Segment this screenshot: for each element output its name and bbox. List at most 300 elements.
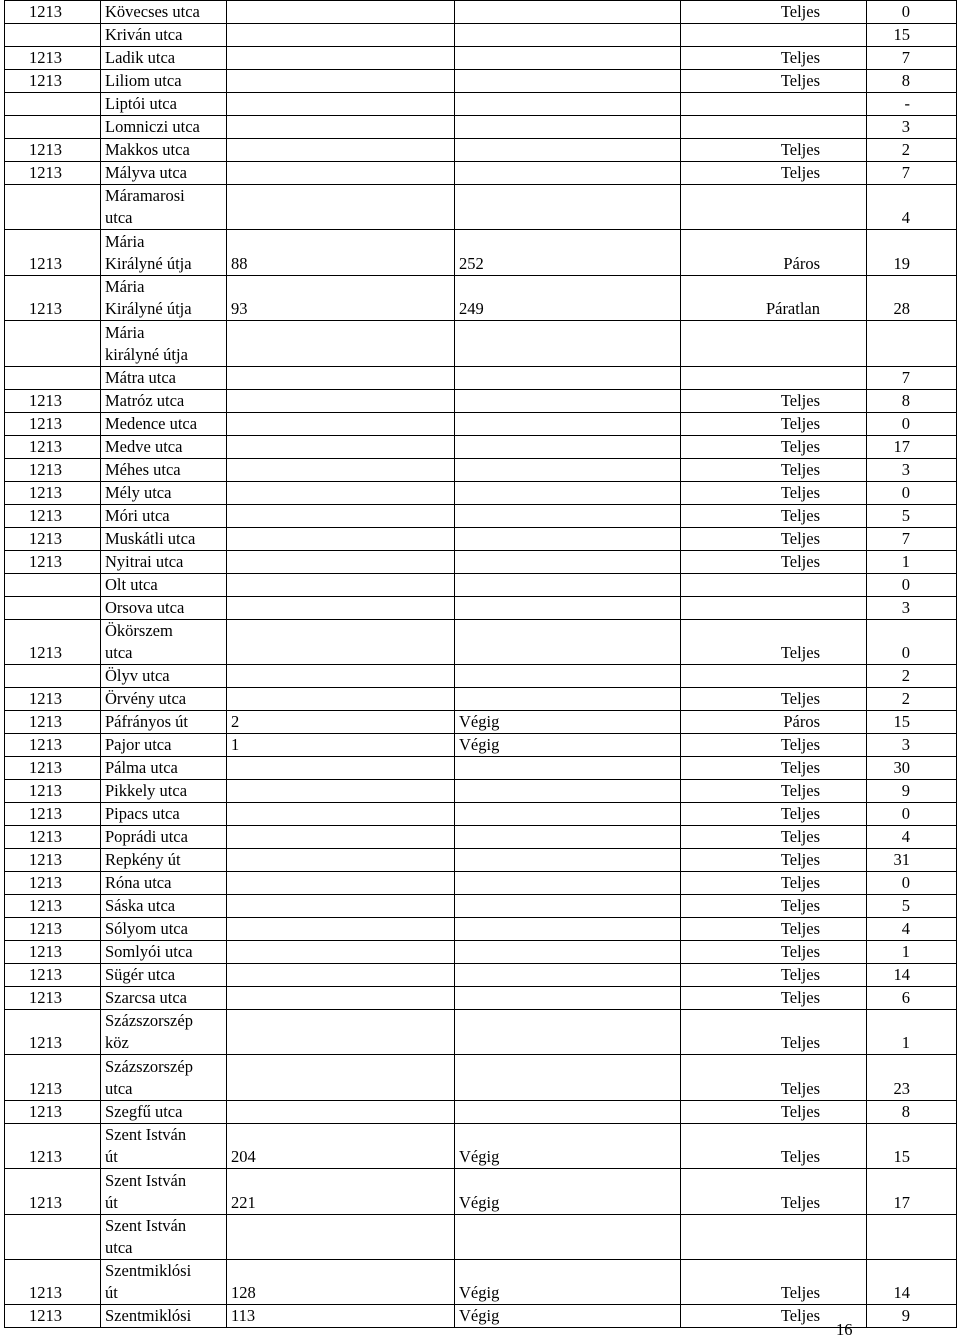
street-name-line: Mária: [105, 277, 145, 297]
to-number-cell: [455, 412, 681, 435]
from-number-cell: 204: [227, 1123, 455, 1168]
zip-cell: [5, 116, 101, 139]
zip-cell: 1213: [5, 458, 101, 481]
from-number-cell: [227, 917, 455, 940]
parity-cell: Teljes: [681, 527, 867, 550]
parity-cell: Teljes: [681, 986, 867, 1009]
street-name-cell: Szentmiklósi: [101, 1305, 227, 1328]
street-name-cell: Medve utca: [101, 435, 227, 458]
parity-cell: Teljes: [681, 894, 867, 917]
table-row: [5, 70, 957, 93]
street-name-cell: Olt utca: [101, 573, 227, 596]
count-cell: 0: [867, 573, 957, 596]
zip-cell: 1213: [5, 47, 101, 70]
table-row: [5, 848, 957, 871]
street-name-line: Királyné útja: [105, 299, 192, 319]
to-number-cell: [455, 779, 681, 802]
table-row: [5, 366, 957, 389]
parity-cell: [681, 664, 867, 687]
table-row: [5, 802, 957, 825]
parity-cell: [681, 93, 867, 116]
street-name-cell: [101, 1259, 227, 1304]
street-name-cell: Makkos utca: [101, 139, 227, 162]
street-name-cell: Kövecses utca: [101, 1, 227, 24]
parity-cell: [681, 185, 867, 230]
zip-cell: [5, 24, 101, 47]
from-number-cell: [227, 687, 455, 710]
zip-cell: 1213: [5, 871, 101, 894]
street-name-cell: Medence utca: [101, 412, 227, 435]
table-row: [5, 573, 957, 596]
street-name-cell: Méhes utca: [101, 458, 227, 481]
table-row: [5, 139, 957, 162]
street-name-line: út: [105, 1147, 118, 1167]
parity-cell: Teljes: [681, 481, 867, 504]
to-number-cell: [455, 24, 681, 47]
street-name-line: Szent István: [105, 1125, 187, 1145]
table-row: [5, 1169, 957, 1214]
street-name-cell: [101, 1169, 227, 1214]
count-cell: 14: [867, 1259, 957, 1304]
to-number-cell: Végig: [455, 1259, 681, 1304]
to-number-cell: [455, 619, 681, 664]
table-row: [5, 963, 957, 986]
street-name-line: királyné útja: [105, 344, 188, 364]
street-name-cell: [101, 185, 227, 230]
parity-cell: Teljes: [681, 756, 867, 779]
from-number-cell: [227, 24, 455, 47]
parity-cell: [681, 573, 867, 596]
table-row: [5, 940, 957, 963]
to-number-cell: [455, 894, 681, 917]
count-cell: 5: [867, 894, 957, 917]
zip-cell: 1213: [5, 940, 101, 963]
to-number-cell: [455, 321, 681, 366]
zip-cell: 1213: [5, 1259, 101, 1304]
count-cell: 6: [867, 986, 957, 1009]
from-number-cell: [227, 412, 455, 435]
count-cell: 17: [867, 1169, 957, 1214]
table-row: [5, 710, 957, 733]
to-number-cell: [455, 596, 681, 619]
table-row: [5, 275, 957, 320]
table-row: [5, 1259, 957, 1304]
zip-cell: [5, 185, 101, 230]
count-cell: 3: [867, 458, 957, 481]
parity-cell: Teljes: [681, 871, 867, 894]
from-number-cell: [227, 573, 455, 596]
table-row: [5, 894, 957, 917]
from-number-cell: 128: [227, 1259, 455, 1304]
to-number-cell: [455, 802, 681, 825]
from-number-cell: [227, 664, 455, 687]
to-number-cell: [455, 1009, 681, 1054]
to-number-cell: [455, 940, 681, 963]
count-cell: 0: [867, 871, 957, 894]
from-number-cell: [227, 527, 455, 550]
from-number-cell: [227, 596, 455, 619]
from-number-cell: [227, 619, 455, 664]
count-cell: 1: [867, 1009, 957, 1054]
from-number-cell: [227, 963, 455, 986]
count-cell: 7: [867, 527, 957, 550]
table-row: [5, 389, 957, 412]
count-cell: 1: [867, 550, 957, 573]
parity-cell: Teljes: [681, 940, 867, 963]
zip-cell: 1213: [5, 825, 101, 848]
to-number-cell: Végig: [455, 710, 681, 733]
zip-cell: 1213: [5, 527, 101, 550]
street-name-cell: Lomniczi utca: [101, 116, 227, 139]
parity-cell: Teljes: [681, 1259, 867, 1304]
zip-cell: 1213: [5, 1, 101, 24]
street-name-line: Mária: [105, 322, 145, 342]
count-cell: 8: [867, 389, 957, 412]
street-name-cell: Sügér utca: [101, 963, 227, 986]
count-cell: 17: [867, 435, 957, 458]
zip-cell: 1213: [5, 1009, 101, 1054]
from-number-cell: 88: [227, 230, 455, 275]
zip-cell: 1213: [5, 1123, 101, 1168]
from-number-cell: [227, 894, 455, 917]
zip-cell: 1213: [5, 710, 101, 733]
from-number-cell: [227, 756, 455, 779]
to-number-cell: [455, 687, 681, 710]
parity-cell: Teljes: [681, 550, 867, 573]
street-name-cell: Szegfű utca: [101, 1100, 227, 1123]
parity-cell: Teljes: [681, 733, 867, 756]
count-cell: 0: [867, 1, 957, 24]
to-number-cell: [455, 917, 681, 940]
from-number-cell: [227, 871, 455, 894]
table-row: [5, 185, 957, 230]
street-name-cell: [101, 321, 227, 366]
to-number-cell: [455, 1, 681, 24]
count-cell: 5: [867, 504, 957, 527]
parity-cell: Teljes: [681, 963, 867, 986]
parity-cell: Teljes: [681, 504, 867, 527]
to-number-cell: [455, 435, 681, 458]
to-number-cell: [455, 527, 681, 550]
to-number-cell: [455, 116, 681, 139]
parity-cell: Teljes: [681, 389, 867, 412]
to-number-cell: Végig: [455, 733, 681, 756]
table-row: [5, 1123, 957, 1168]
table-row: [5, 871, 957, 894]
zip-cell: 1213: [5, 848, 101, 871]
count-cell: 30: [867, 756, 957, 779]
count-cell: 2: [867, 687, 957, 710]
parity-cell: Teljes: [681, 70, 867, 93]
to-number-cell: [455, 366, 681, 389]
from-number-cell: [227, 162, 455, 185]
street-name-cell: Repkény út: [101, 848, 227, 871]
to-number-cell: Végig: [455, 1169, 681, 1214]
table-row: [5, 1214, 957, 1259]
table-row: [5, 321, 957, 366]
count-cell: 0: [867, 481, 957, 504]
count-cell: 7: [867, 162, 957, 185]
from-number-cell: [227, 986, 455, 1009]
table-row: [5, 779, 957, 802]
street-name-line: Szent István: [105, 1170, 187, 1190]
from-number-cell: [227, 779, 455, 802]
table-row: [5, 162, 957, 185]
to-number-cell: [455, 458, 681, 481]
street-name-line: Százszorszép: [105, 1011, 193, 1031]
zip-cell: [5, 321, 101, 366]
zip-cell: 1213: [5, 779, 101, 802]
count-cell: 0: [867, 412, 957, 435]
to-number-cell: [455, 871, 681, 894]
parity-cell: Teljes: [681, 1169, 867, 1214]
table-row: [5, 1305, 957, 1328]
parity-cell: Teljes: [681, 1055, 867, 1100]
table-row: [5, 504, 957, 527]
count-cell: 28: [867, 275, 957, 320]
count-cell: 0: [867, 619, 957, 664]
street-name-line: utca: [105, 642, 133, 662]
count-cell: 31: [867, 848, 957, 871]
from-number-cell: [227, 550, 455, 573]
count-cell: 3: [867, 733, 957, 756]
street-name-line: utca: [105, 1078, 133, 1098]
count-cell: 7: [867, 366, 957, 389]
from-number-cell: [227, 802, 455, 825]
to-number-cell: [455, 1214, 681, 1259]
street-name-cell: [101, 619, 227, 664]
zip-cell: 1213: [5, 550, 101, 573]
street-name-cell: [101, 230, 227, 275]
street-name-cell: [101, 1055, 227, 1100]
to-number-cell: [455, 573, 681, 596]
table-row: [5, 687, 957, 710]
street-name-cell: [101, 1214, 227, 1259]
parity-cell: Páros: [681, 230, 867, 275]
street-name-cell: Somlyói utca: [101, 940, 227, 963]
from-number-cell: [227, 185, 455, 230]
to-number-cell: [455, 185, 681, 230]
from-number-cell: 93: [227, 275, 455, 320]
parity-cell: [681, 116, 867, 139]
zip-cell: 1213: [5, 412, 101, 435]
street-name-cell: [101, 1009, 227, 1054]
from-number-cell: [227, 504, 455, 527]
street-name-cell: Páfrányos út: [101, 710, 227, 733]
street-name-cell: Liliom utca: [101, 70, 227, 93]
count-cell: 19: [867, 230, 957, 275]
street-name-cell: Mályva utca: [101, 162, 227, 185]
count-cell: 3: [867, 596, 957, 619]
street-name-line: köz: [105, 1033, 129, 1053]
count-cell: 4: [867, 825, 957, 848]
to-number-cell: [455, 93, 681, 116]
table-row: [5, 664, 957, 687]
to-number-cell: [455, 825, 681, 848]
table-row: [5, 93, 957, 116]
from-number-cell: [227, 116, 455, 139]
parity-cell: Teljes: [681, 619, 867, 664]
table-row: [5, 412, 957, 435]
zip-cell: 1213: [5, 435, 101, 458]
table-row: [5, 986, 957, 1009]
from-number-cell: [227, 389, 455, 412]
parity-cell: Teljes: [681, 139, 867, 162]
zip-cell: 1213: [5, 389, 101, 412]
street-name-line: utca: [105, 1237, 133, 1257]
from-number-cell: [227, 1009, 455, 1054]
zip-cell: 1213: [5, 802, 101, 825]
parity-cell: Teljes: [681, 162, 867, 185]
parity-cell: Teljes: [681, 1009, 867, 1054]
count-cell: 14: [867, 963, 957, 986]
parity-cell: [681, 24, 867, 47]
count-cell: 9: [867, 779, 957, 802]
street-name-cell: Pipacs utca: [101, 802, 227, 825]
street-name-cell: Pálma utca: [101, 756, 227, 779]
from-number-cell: [227, 848, 455, 871]
from-number-cell: [227, 70, 455, 93]
parity-cell: Teljes: [681, 412, 867, 435]
zip-cell: [5, 93, 101, 116]
zip-cell: 1213: [5, 917, 101, 940]
zip-cell: 1213: [5, 1169, 101, 1214]
table-row: [5, 435, 957, 458]
count-cell: 8: [867, 70, 957, 93]
table-row: [5, 47, 957, 70]
from-number-cell: [227, 1, 455, 24]
zip-cell: 1213: [5, 1100, 101, 1123]
street-name-line: út: [105, 1283, 118, 1303]
from-number-cell: 2: [227, 710, 455, 733]
table-row: [5, 1100, 957, 1123]
count-cell: 0: [867, 802, 957, 825]
from-number-cell: [227, 1214, 455, 1259]
street-name-cell: Mély utca: [101, 481, 227, 504]
zip-cell: 1213: [5, 756, 101, 779]
street-table-body: [5, 1, 957, 1328]
parity-cell: Teljes: [681, 1, 867, 24]
street-name-cell: Orsova utca: [101, 596, 227, 619]
street-name-cell: Muskátli utca: [101, 527, 227, 550]
table-row: [5, 825, 957, 848]
street-name-line: Mária: [105, 231, 145, 251]
street-name-cell: [101, 1123, 227, 1168]
zip-cell: 1213: [5, 986, 101, 1009]
street-name-cell: Móri utca: [101, 504, 227, 527]
from-number-cell: [227, 825, 455, 848]
from-number-cell: [227, 435, 455, 458]
street-name-cell: Pajor utca: [101, 733, 227, 756]
street-name-line: utca: [105, 208, 133, 228]
parity-cell: Teljes: [681, 1123, 867, 1168]
to-number-cell: [455, 389, 681, 412]
count-cell: 2: [867, 139, 957, 162]
street-name-cell: Sólyom utca: [101, 917, 227, 940]
to-number-cell: [455, 481, 681, 504]
parity-cell: Teljes: [681, 687, 867, 710]
zip-cell: 1213: [5, 894, 101, 917]
street-name-cell: Örvény utca: [101, 687, 227, 710]
from-number-cell: [227, 47, 455, 70]
from-number-cell: [227, 1100, 455, 1123]
count-cell: [867, 321, 957, 366]
table-row: [5, 1009, 957, 1054]
street-name-cell: Mátra utca: [101, 366, 227, 389]
street-name-cell: Szarcsa utca: [101, 986, 227, 1009]
parity-cell: Páratlan: [681, 275, 867, 320]
zip-cell: 1213: [5, 230, 101, 275]
to-number-cell: [455, 664, 681, 687]
zip-cell: [5, 573, 101, 596]
from-number-cell: 113: [227, 1305, 455, 1328]
street-name-cell: Sáska utca: [101, 894, 227, 917]
from-number-cell: [227, 940, 455, 963]
zip-cell: 1213: [5, 504, 101, 527]
parity-cell: Teljes: [681, 802, 867, 825]
from-number-cell: [227, 458, 455, 481]
from-number-cell: [227, 366, 455, 389]
street-name-line: út: [105, 1192, 118, 1212]
street-table: [4, 0, 957, 1328]
count-cell: 23: [867, 1055, 957, 1100]
street-name-cell: Kriván utca: [101, 24, 227, 47]
table-row: [5, 116, 957, 139]
street-name-cell: Matróz utca: [101, 389, 227, 412]
from-number-cell: [227, 1055, 455, 1100]
table-row: [5, 527, 957, 550]
street-name-cell: Róna utca: [101, 871, 227, 894]
street-name-cell: Nyitrai utca: [101, 550, 227, 573]
parity-cell: Teljes: [681, 917, 867, 940]
street-name-cell: Pikkely utca: [101, 779, 227, 802]
table-row: [5, 1, 957, 24]
parity-cell: Teljes: [681, 1100, 867, 1123]
street-name-cell: Ladik utca: [101, 47, 227, 70]
street-name-line: Ökörszem: [105, 620, 173, 640]
zip-cell: 1213: [5, 1055, 101, 1100]
count-cell: 8: [867, 1100, 957, 1123]
parity-cell: Teljes: [681, 848, 867, 871]
table-row: [5, 733, 957, 756]
zip-cell: 1213: [5, 1305, 101, 1328]
table-row: [5, 458, 957, 481]
to-number-cell: [455, 504, 681, 527]
street-name-line: Királyné útja: [105, 253, 192, 273]
from-number-cell: [227, 139, 455, 162]
to-number-cell: [455, 1100, 681, 1123]
table-row: [5, 230, 957, 275]
to-number-cell: Végig: [455, 1123, 681, 1168]
parity-cell: Páros: [681, 710, 867, 733]
street-name-cell: [101, 275, 227, 320]
parity-cell: Teljes: [681, 435, 867, 458]
from-number-cell: [227, 481, 455, 504]
count-cell: 15: [867, 24, 957, 47]
table-row: [5, 24, 957, 47]
count-cell: [867, 1214, 957, 1259]
count-cell: 4: [867, 917, 957, 940]
count-cell: -: [867, 93, 957, 116]
to-number-cell: [455, 162, 681, 185]
count-cell: 7: [867, 47, 957, 70]
zip-cell: 1213: [5, 162, 101, 185]
table-row: [5, 1055, 957, 1100]
count-cell: 4: [867, 185, 957, 230]
to-number-cell: [455, 1055, 681, 1100]
street-name-cell: Poprádi utca: [101, 825, 227, 848]
zip-cell: 1213: [5, 481, 101, 504]
